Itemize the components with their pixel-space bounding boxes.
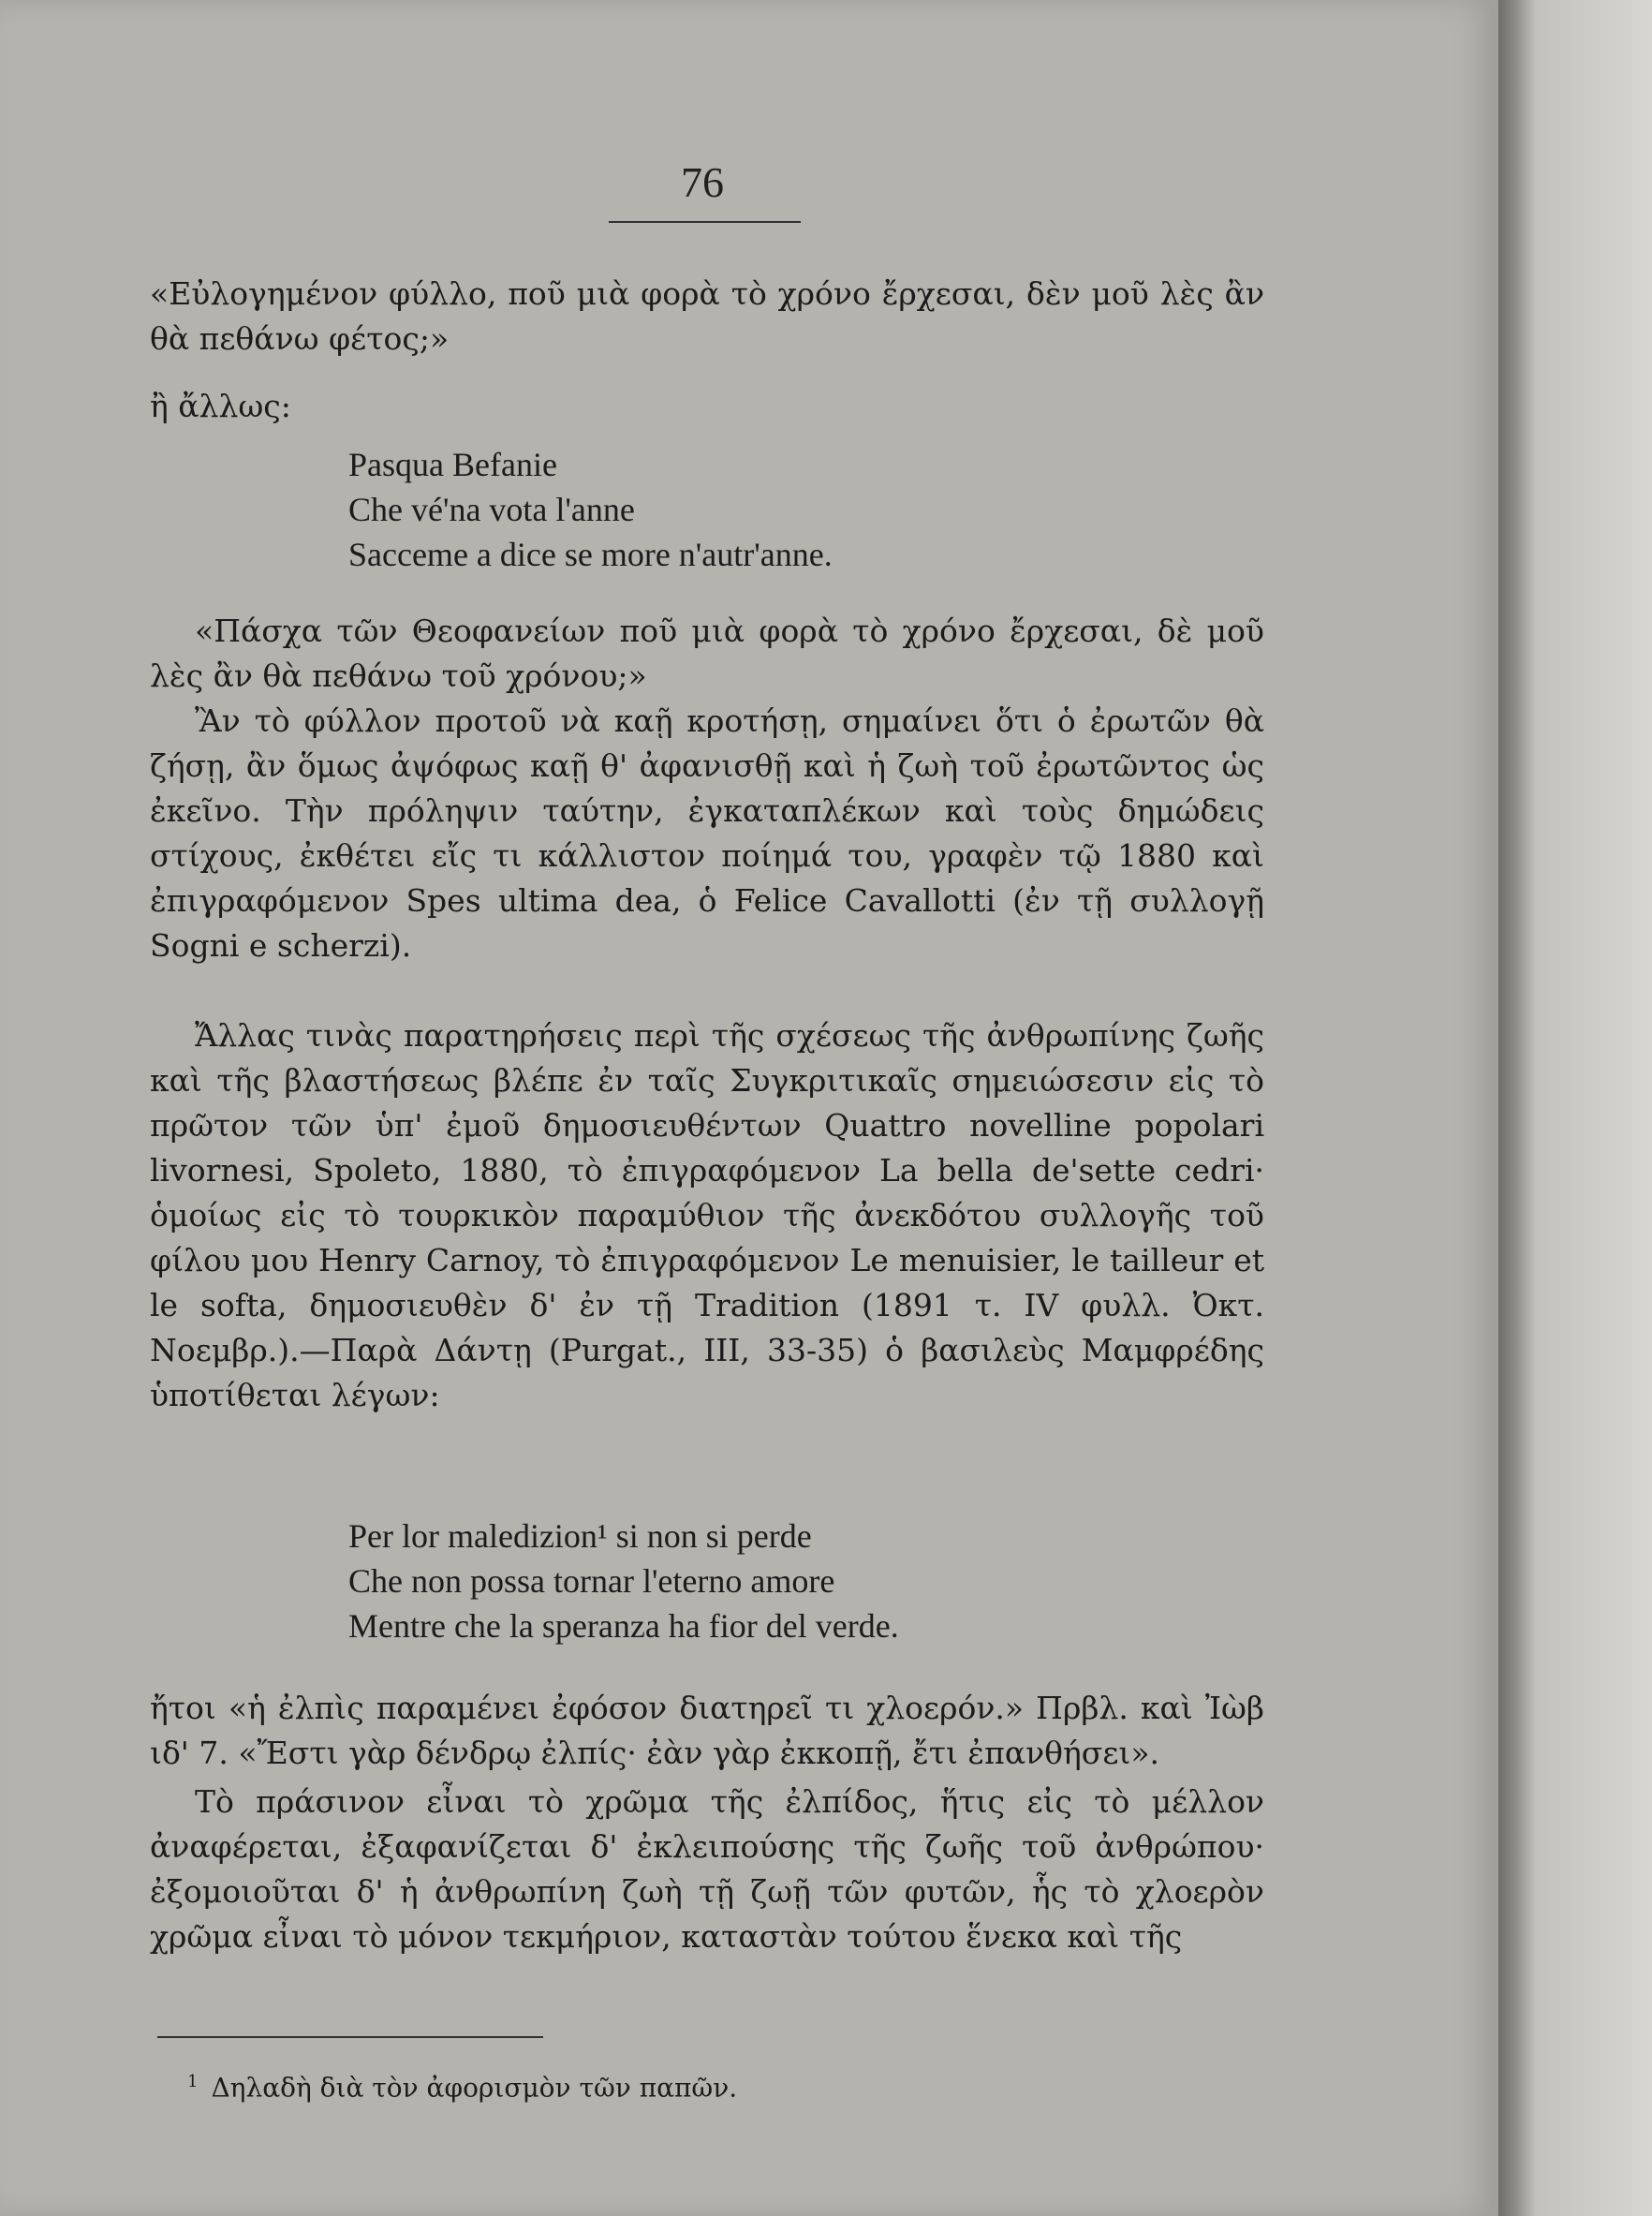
- body-paragraph-3: ἤτοι «ἡ ἐλπὶς παραμένει ἐφόσον διατηρεῖ τι χλοερόν.» Πρβλ. καὶ Ἰὼβ ιδ' 7. «Ἔστι γὰρ δένδρῳ ἐλπίς· ἐὰν γὰρ ἐκκοπῇ, ἔτι ἐπανθήσει».: [150, 1690, 1264, 1771]
- quotation-paragraph-2: «Πάσχα τῶν Θεοφανείων ποῦ μιὰ φορὰ τὸ χρόνο ἔρχεσαι, δὲ μοῦ λὲς ἂν θὰ πεθάνω τοῦ χρόνου;»: [150, 613, 1264, 694]
- page-number: 76: [681, 158, 724, 206]
- alternative-intro: ἢ ἄλλως:: [150, 388, 291, 424]
- body-paragraph-4: Τὸ πράσινον εἶναι τὸ χρῶμα τῆς ἐλπίδος, ἥτις εἰς τὸ μέλλον ἀναφέρεται, ἐξαφανίζεται δ' ἐκλειπούσης τῆς ζωῆς τοῦ ἀνθρώπου· ἐξομοιοῦται δ' ἡ ἀνθρωπίνη ζωὴ τῇ ζωῇ τῶν φυτῶν, ἧς τὸ χλοερὸν χρῶμα εἶναι τὸ μόνον τεκμήριον, καταστὰν τούτου ἕνεκα καὶ τῆς: [150, 1783, 1264, 1955]
- quotation-paragraph-1: «Εὐλογημένον φύλλο, ποῦ μιὰ φορὰ τὸ χρόνο ἔρχεσαι, δὲν μοῦ λὲς ἂν θὰ πεθάνω φέτος;»: [150, 275, 1264, 357]
- footnote: [187, 2072, 1217, 2103]
- body-paragraph-2: Ἄλλας τινὰς παρατηρήσεις περὶ τῆς σχέσεως τῆς ἀνθρωπίνης ζωῆς καὶ τῆς βλαστήσεως βλέπε ἐν ταῖς Συγκριτικαῖς σημειώσεσιν εἰς τὸ πρῶτον τῶν ὑπ' ἐμοῦ δημοσιευθέντων Quattro novelline popolari livornesi, Spoleto, 1880, τὸ ἐπιγραφόμενον La bella de'sette cedri· ὁμοίως εἰς τὸ τουρκικὸν παραμύθιον τῆς ἀνεκδότου συλλογῆς τοῦ φίλου μου Henry Carnoy, τὸ ἐπιγραφόμενον Le menuisier, le tailleur et le softa, δημοσιευθὲν δ' ἐν τῇ Tradition (1891 τ. IV φυλλ. Ὀκτ. Νοεμβρ.).—Παρὰ Δάντῃ (Purgat., III, 33-35) ὁ βασιλεὺς Μαμφρέδης ὑποτίθεται λέγων:: [150, 1017, 1264, 1413]
- footnote-marker: 1: [187, 2072, 199, 2091]
- verse-line: Che non possa tornar l'eterno amore: [348, 1562, 835, 1600]
- verse-block-2: [348, 1514, 1247, 1648]
- footnote-rule: [157, 2036, 543, 2038]
- verse-line: Per lor maledizion¹ si non si perde: [348, 1517, 812, 1555]
- verse-block-1: [348, 442, 1247, 577]
- footnote-text: Δηλαδὴ διὰ τὸν ἀφορισμὸν τῶν παπῶν.: [211, 2072, 738, 2104]
- verse-line: Sacceme a dice se more n'autr'anne.: [348, 536, 833, 573]
- page-number-rule: [609, 221, 801, 223]
- book-gutter: [1498, 0, 1652, 2216]
- verse-line: Pasqua Befanie: [348, 446, 557, 483]
- verse-line: Mentre che la speranza ha fior del verde.: [348, 1607, 899, 1645]
- body-paragraph-1: Ἂν τὸ φύλλον προτοῦ νὰ καῇ κροτήσῃ, σημαίνει ὅτι ὁ ἐρωτῶν θὰ ζήσῃ, ἂν ὅμως ἀψόφως καῇ θ' ἀφανισθῇ καὶ ἡ ζωὴ τοῦ ἐρωτῶντος ὡς ἐκεῖνο. Τὴν πρόληψιν ταύτην, ἐγκαταπλέκων καὶ τοὺς δημώδεις στίχους, ἐκθέτει εἴς τι κάλλιστον ποίημά του, γραφὲν τῷ 1880 καὶ ἐπιγραφόμενον Spes ultima dea, ὁ Felice Cavallotti (ἐν τῇ συλλογῇ Sogni e scherzi).: [150, 702, 1264, 964]
- verse-line: Che vé'na vota l'anne: [348, 491, 635, 528]
